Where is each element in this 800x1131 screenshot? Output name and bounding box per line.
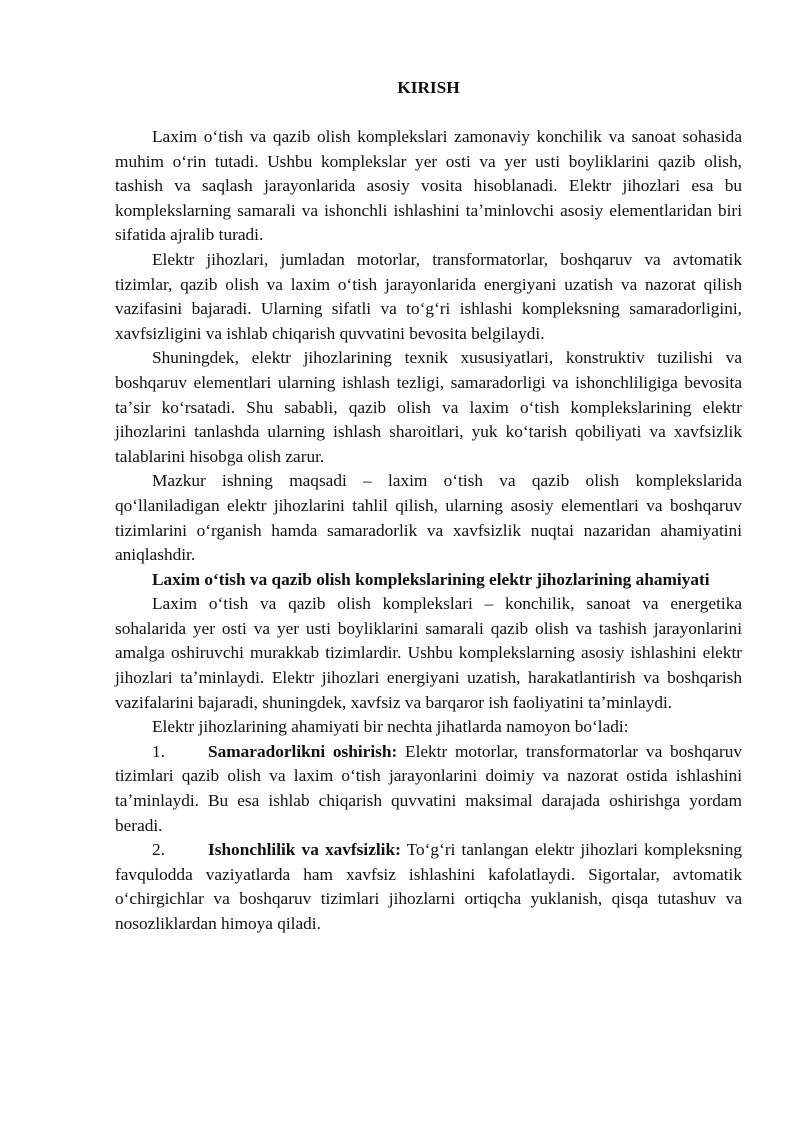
section-paragraph-1: Laxim oʻtish va qazib olish komplekslari – konchilik, sanoat va energetika sohalarida yer osti va yer usti boyliklarini samarali qazib olish va tashish jarayonlarini amalga oshiruvchi murakkab tizimlardir. Ushbu komplekslarning asosiy ishlashini elektr jihozlari taʼminlaydi. Elektr jihozlari energiyani uzatish, harakatlantirish va boshqarish vazifalarini bajaradi, shuningdek, xavfsiz va barqaror ish faoliyatini taʼminlaydi. [115,594,742,712]
section-paragraph-2: Elektr jihozlarining ahamiyati bir nechta jihatlarda namoyon boʻladi: [152,717,629,737]
intro-paragraph-1: Laxim oʻtish va qazib olish komplekslari zamonaviy konchilik va sanoat sohasida muhim oʻrin tutadi. Ushbu komplekslar yer osti va yer usti boyliklarini qazib olish, tashish va saqlash jarayonlarida asosiy vosita hisoblanadi. Elektr jihozlari esa bu komplekslarning samarali va ishonchli ishlashini taʼminlovchi asosiy elementlaridan biri sifatida ajralib turadi. [115,127,742,245]
intro-paragraph-3: Shuningdek, elektr jihozlarining texnik xususiyatlari, konstruktiv tuzilishi va boshqaruv elementlari ularning ishlash tezligi, samaradorligi va ishonchliligiga bevosita taʼsir koʻrsatadi. Shu sababli, qazib olish va laxim oʻtish komplekslarining elektr jihozlarini tanlashda ularning ishlash sharoitlari, yuk koʻtarish qobiliyati va xavfsizlik talablarini hisobga olish zarur. [115,348,742,466]
list-item-term: Samaradorlikni oshirish: [208,741,398,761]
list-item-term: Ishonchlilik va xavfsizlik: [208,840,401,860]
list-item-text: Elektr motorlar, transformatorlar va boshqaruv tizimlari qazib olish va laxim oʻtish jarayonlarini doimiy va nazorat ostida ishlashini taʼminlaydi. Bu esa ishlab chiqarish quvvatini maksimal darajada oshirishga yordam beradi. [115,741,742,835]
list-item [115,740,742,838]
intro-paragraph-2: Elektr jihozlari, jumladan motorlar, transformatorlar, boshqaruv va avtomatik tizimlar, qazib olish va laxim oʻtish jarayonlarida energiyani uzatish va nazorat qilish vazifasini bajaradi. Ularning sifatli va toʻgʻri ishlashi kompleksning samaradorligini, xavfsizligini va ishlab chiqarish quvvatini bevosita belgilaydi. [115,249,742,343]
section-heading: Laxim oʻtish va qazib olish komplekslarining elektr jihozlarining ahamiyati [152,569,710,589]
list-item-text: Toʻgʻri tanlangan elektr jihozlari kompleksning favqulodda vaziyatlarda ham xavfsiz ishlashini kafolatlaydi. Sigortalar, avtomatik oʻchirgichlar va boshqaruv tizimlari jihozlarni ortiqcha yuklanish, qisqa tutashuv va nosozliklardan himoya qiladi. [115,840,742,933]
page-title: KIRISH [397,78,460,97]
list-item-number: 1. [152,741,165,761]
list-item [115,838,742,936]
list-item-number: 2. [152,840,165,860]
document-body [115,125,742,937]
intro-paragraph-4: Mazkur ishning maqsadi – laxim oʻtish va qazib olish komplekslarida qoʻllaniladigan elektr jihozlarini tahlil qilish, ularning asosiy elementlari va boshqaruv tizimlarini oʻrganish hamda samaradorlik va xavfsizlik nuqtai nazaridan ahamiyatini aniqlashdir. [115,471,742,565]
